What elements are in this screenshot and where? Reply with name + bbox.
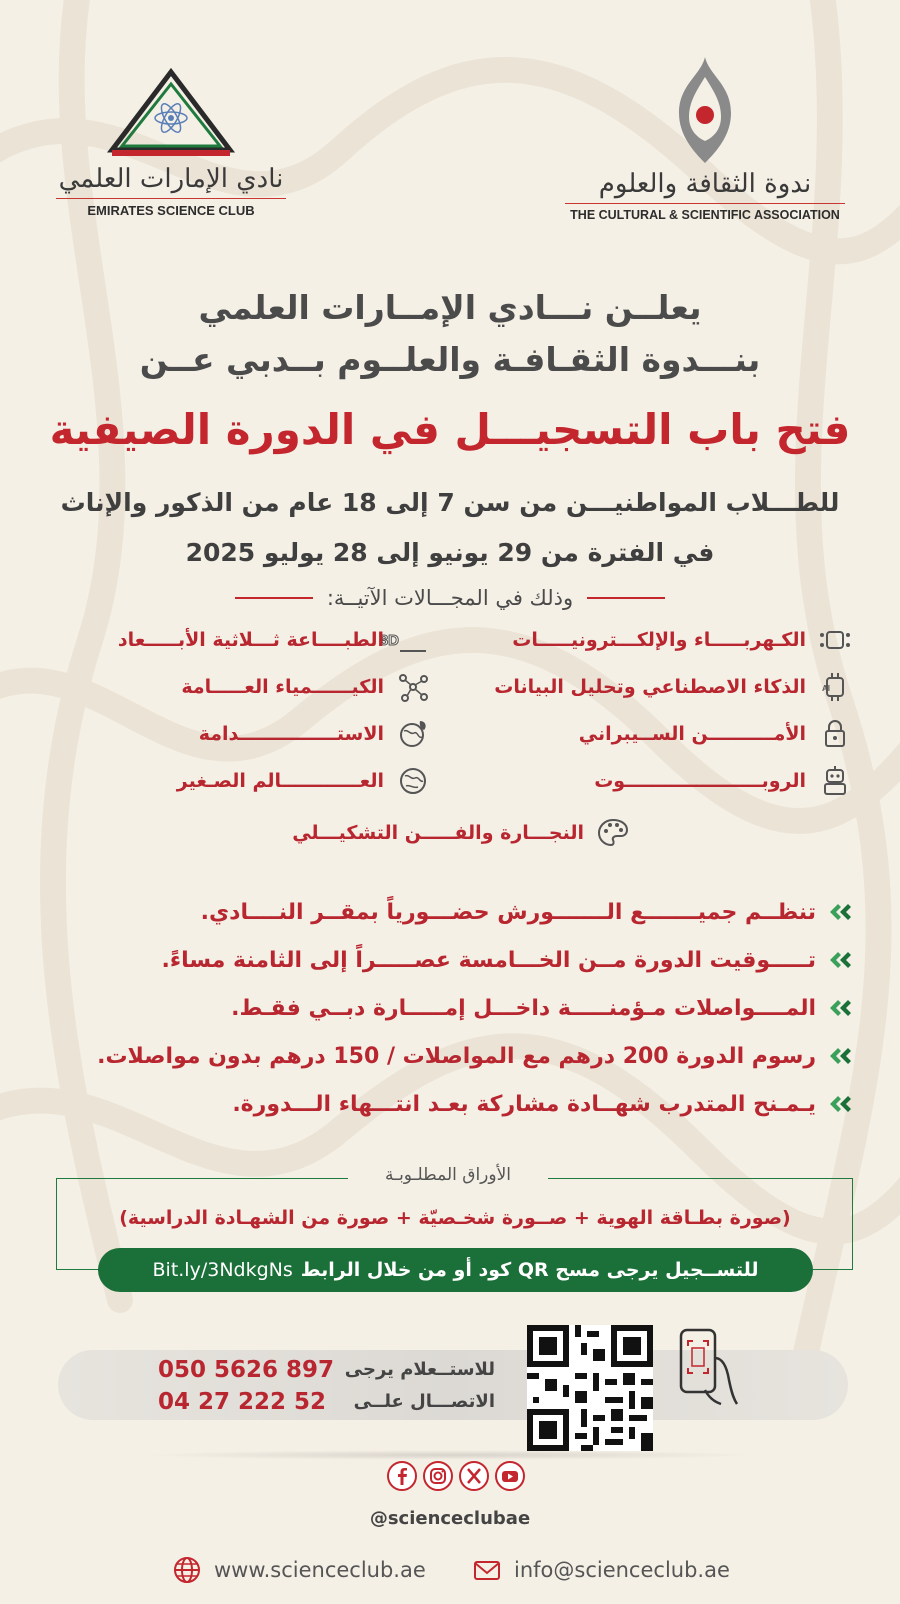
logo-right-english: THE CULTURAL & SCIENTIFIC ASSOCIATION [565,203,845,222]
field-item [462,622,852,658]
field-item [250,815,630,851]
qr-code[interactable] [527,1325,653,1451]
field-item [462,716,852,752]
ai-chip-icon [818,670,852,704]
youtube-icon[interactable] [494,1460,526,1492]
divider [587,597,665,599]
field-label: الاستـــــــــــــــدامة [198,723,384,745]
double-chevron-icon [826,997,856,1019]
phone-landline[interactable]: 04 27 222 52 [158,1389,327,1415]
field-label: الأمــــــــــن الســيبراني [578,723,806,745]
headline-line-1: يعلــن نـــادي الإمــارات العلمي [198,288,702,327]
fields-heading-text: وذلك في المجـــالات الآتيــة: [326,586,574,610]
contact-label-2: الاتصـــال علــى [353,1391,495,1412]
palette-icon [596,816,630,850]
field-item [462,669,852,705]
circuit-icon [818,623,852,657]
logo-left-english: EMIRATES SCIENCE CLUB [56,198,286,218]
divider [235,597,313,599]
contact-label-1: للاستــعلام يرجى [344,1359,495,1380]
flame-drop-icon [665,55,745,165]
molecule-icon [396,670,430,704]
globe-icon [396,764,430,798]
headline-line-2: بنـــدوة الثقـافـة والعلــوم بــدبي عــن [139,340,761,379]
mail-icon [472,1555,502,1585]
required-papers-text: (صورة بطـاقة الهوية + صــورة شخـصيّة + صورة من الشهـادة الدراسية) [119,1207,791,1229]
field-label: الكـهربـــــاء والإلكـــترونيـــــات [512,629,806,651]
field-label: الذكاء الاصطناعي وتحليل البيانات [494,676,806,698]
eligibility-text: للطـــلاب المواطنيـــن من سن 7 إلى 18 عام من الذكور والإناث [60,488,840,517]
bullet-text: رسوم الدورة 200 درهم مع المواصلات / 150 درهم بدون مواصلات. [97,1043,816,1069]
bullet-text: يـمـنح المتدرب شهــادة مشاركة بعـد انتـــهاء الـــدورة. [232,1091,816,1117]
field-label: النجـــارة والفـــــن التشكيـــلي [292,822,584,844]
main-title: فتح باب التسجيـــل في الدورة الصيفية [49,405,851,454]
contact-numbers [158,1354,338,1418]
logo-right-arabic: ندوة الثقافة والعلوم [598,169,812,199]
bullet-text: تـــــوقيت الدورة مــن الخـــامسة عصـــــراً إلى الثامنة مساءً. [161,947,816,973]
required-papers-title: الأوراق المطلـوبـة [348,1165,548,1185]
facebook-icon[interactable] [386,1460,418,1492]
bullet-text: المــــواصلات مـؤمنـــــة داخـــل إمـــــارة دبــي فقـط. [231,995,816,1021]
lock-icon [818,717,852,751]
robot-icon [818,764,852,798]
contact-labels [330,1354,495,1418]
field-label: الروبـــــــــــــــــــــوت [594,770,806,792]
3d-print-icon [379,623,430,657]
triangle-atom-icon [106,70,236,160]
svg-text:AI: AI [822,684,830,693]
double-chevron-icon [826,1045,856,1067]
cultural-association-logo [565,55,845,222]
period-text: في الفترة من 29 يونيو إلى 28 يوليو 2025 [185,538,715,567]
social-icons [386,1460,526,1496]
info-bullet [56,894,856,930]
website-text: www.scienceclub.ae [214,1558,426,1582]
emirates-science-club-logo [56,70,286,218]
double-chevron-icon [826,901,856,923]
phone-mobile[interactable]: 050 5626 897 [158,1357,335,1383]
info-bullet [56,1086,856,1122]
field-item [462,763,852,799]
bullet-text: تنظــم جميـــــــع الـــــــورش حضـــورياً بمقــر النــــادي. [200,899,816,925]
field-item [50,622,430,658]
registration-text: للتســجيل يرجى مسح QR كود أو من خلال الرابط [300,1259,759,1281]
logo-left-arabic: نادي الإمارات العلمي [58,164,284,194]
email-link[interactable] [472,1552,730,1588]
divider [140,1450,760,1460]
info-bullet [56,1038,856,1074]
double-chevron-icon [826,1093,856,1115]
info-bullet [56,942,856,978]
website-link[interactable] [172,1552,426,1588]
x-twitter-icon[interactable] [458,1460,490,1492]
field-label: الكيــــــمياء العـــــامة [181,676,384,698]
field-label: الطبــــاعة ثـــلاثية الأبـــــعاد [117,629,384,651]
globe-icon [172,1555,202,1585]
globe-leaf-icon [396,717,430,751]
svg-text:3D: 3D [379,632,399,649]
social-handle[interactable]: @scienceclubae [369,1508,531,1529]
phone-scan-icon [675,1328,745,1406]
fields-heading [200,586,700,610]
field-item [50,716,430,752]
registration-link[interactable]: Bit.ly/3NdkgNs [152,1259,293,1281]
field-label: العــــــــــــالم الصـغير [176,770,384,792]
email-text: info@scienceclub.ae [514,1558,730,1582]
field-item [50,763,430,799]
field-item [50,669,430,705]
instagram-icon[interactable] [422,1460,454,1492]
double-chevron-icon [826,949,856,971]
info-bullet [56,990,856,1026]
registration-banner[interactable] [98,1248,813,1292]
